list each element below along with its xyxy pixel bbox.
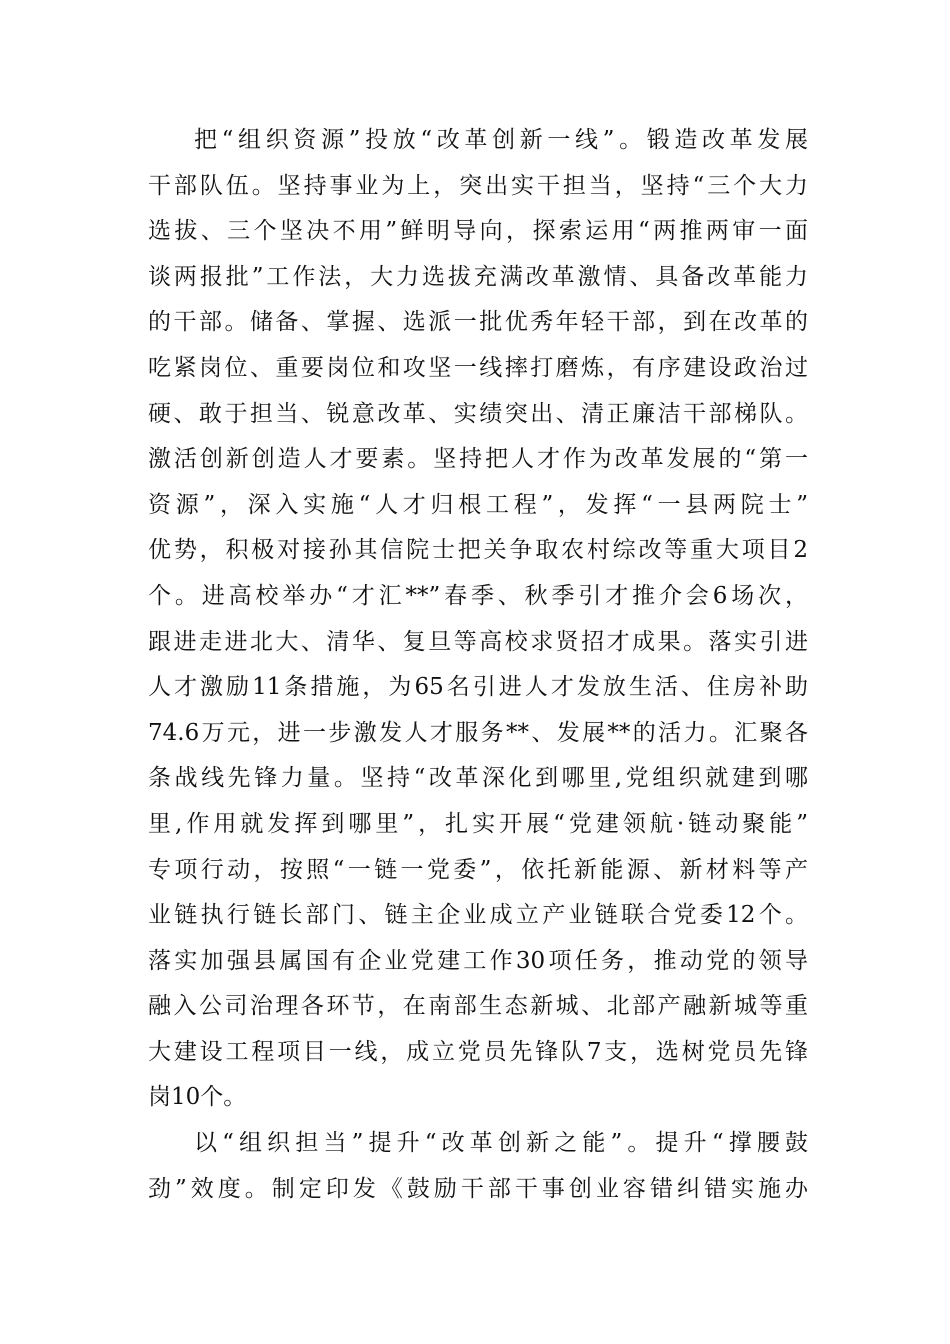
text-line: 跟进走进北大、清华、复旦等高校求贤招才成果。落实引进: [148, 628, 808, 655]
text-line: 融入公司治理各环节，在南部生态新城、北部产融新城等重: [148, 993, 808, 1020]
text-line: 岗10个。: [148, 1084, 247, 1111]
text-line: 优势，积极对接孙其信院士把关争取农村综改等重大项目2: [148, 537, 808, 564]
text-line: 干部队伍。坚持事业为上，突出实干担当，坚持“三个大力: [148, 172, 808, 199]
body-text: [148, 118, 808, 1212]
paragraph-organizational-resources: [148, 118, 808, 1121]
text-line: 落实加强县属国有企业党建工作30项任务，推动党的领导: [148, 947, 808, 974]
text-line: 劲”效度。制定印发《鼓励干部干事创业容错纠错实施办: [148, 1175, 808, 1202]
text-line: 74.6万元，进一步激发人才服务**、发展**的活力。汇聚各: [148, 719, 808, 746]
text-line: 里,作用就发挥到哪里”，扎实开展“党建领航·链动聚能”: [148, 810, 808, 837]
text-line: 吃紧岗位、重要岗位和攻坚一线摔打磨炼，有序建设政治过: [148, 354, 808, 381]
text-line: 选拔、三个坚决不用”鲜明导向，探索运用“两推两审一面: [148, 218, 808, 245]
text-line: 硬、敢于担当、锐意改革、实绩突出、清正廉洁干部梯队。: [148, 400, 808, 427]
text-line: 个。进高校举办“才汇**”春季、秋季引才推介会6场次，: [148, 582, 808, 609]
text-line: 条战线先锋力量。坚持“改革深化到哪里,党组织就建到哪: [148, 765, 808, 792]
text-line: 专项行动，按照“一链一党委”，依托新能源、新材料等产: [148, 856, 808, 883]
paragraph-organizational-responsibility: [148, 1121, 808, 1212]
text-line: 大建设工程项目一线，成立党员先锋队7支，选树党员先锋: [148, 1038, 808, 1065]
text-line: 人才激励11条措施，为65名引进人才发放生活、住房补助: [148, 674, 808, 701]
text-line: 业链执行链长部门、链主企业成立产业链联合党委12个。: [148, 902, 808, 929]
text-line: 资源”，深入实施“人才归根工程”，发挥“一县两院士”: [148, 491, 808, 518]
text-line: 把“组织资源”投放“改革创新一线”。锻造改革发展: [194, 127, 808, 153]
text-line: 的干部。储备、掌握、选派一批优秀年轻干部，到在改革的: [148, 309, 808, 336]
text-line: 谈两报批”工作法，大力选拔充满改革激情、具备改革能力: [148, 263, 808, 290]
text-line: 以“组织担当”提升“改革创新之能”。提升“撑腰鼓: [194, 1130, 808, 1157]
text-line: 激活创新创造人才要素。坚持把人才作为改革发展的“第一: [148, 446, 808, 473]
